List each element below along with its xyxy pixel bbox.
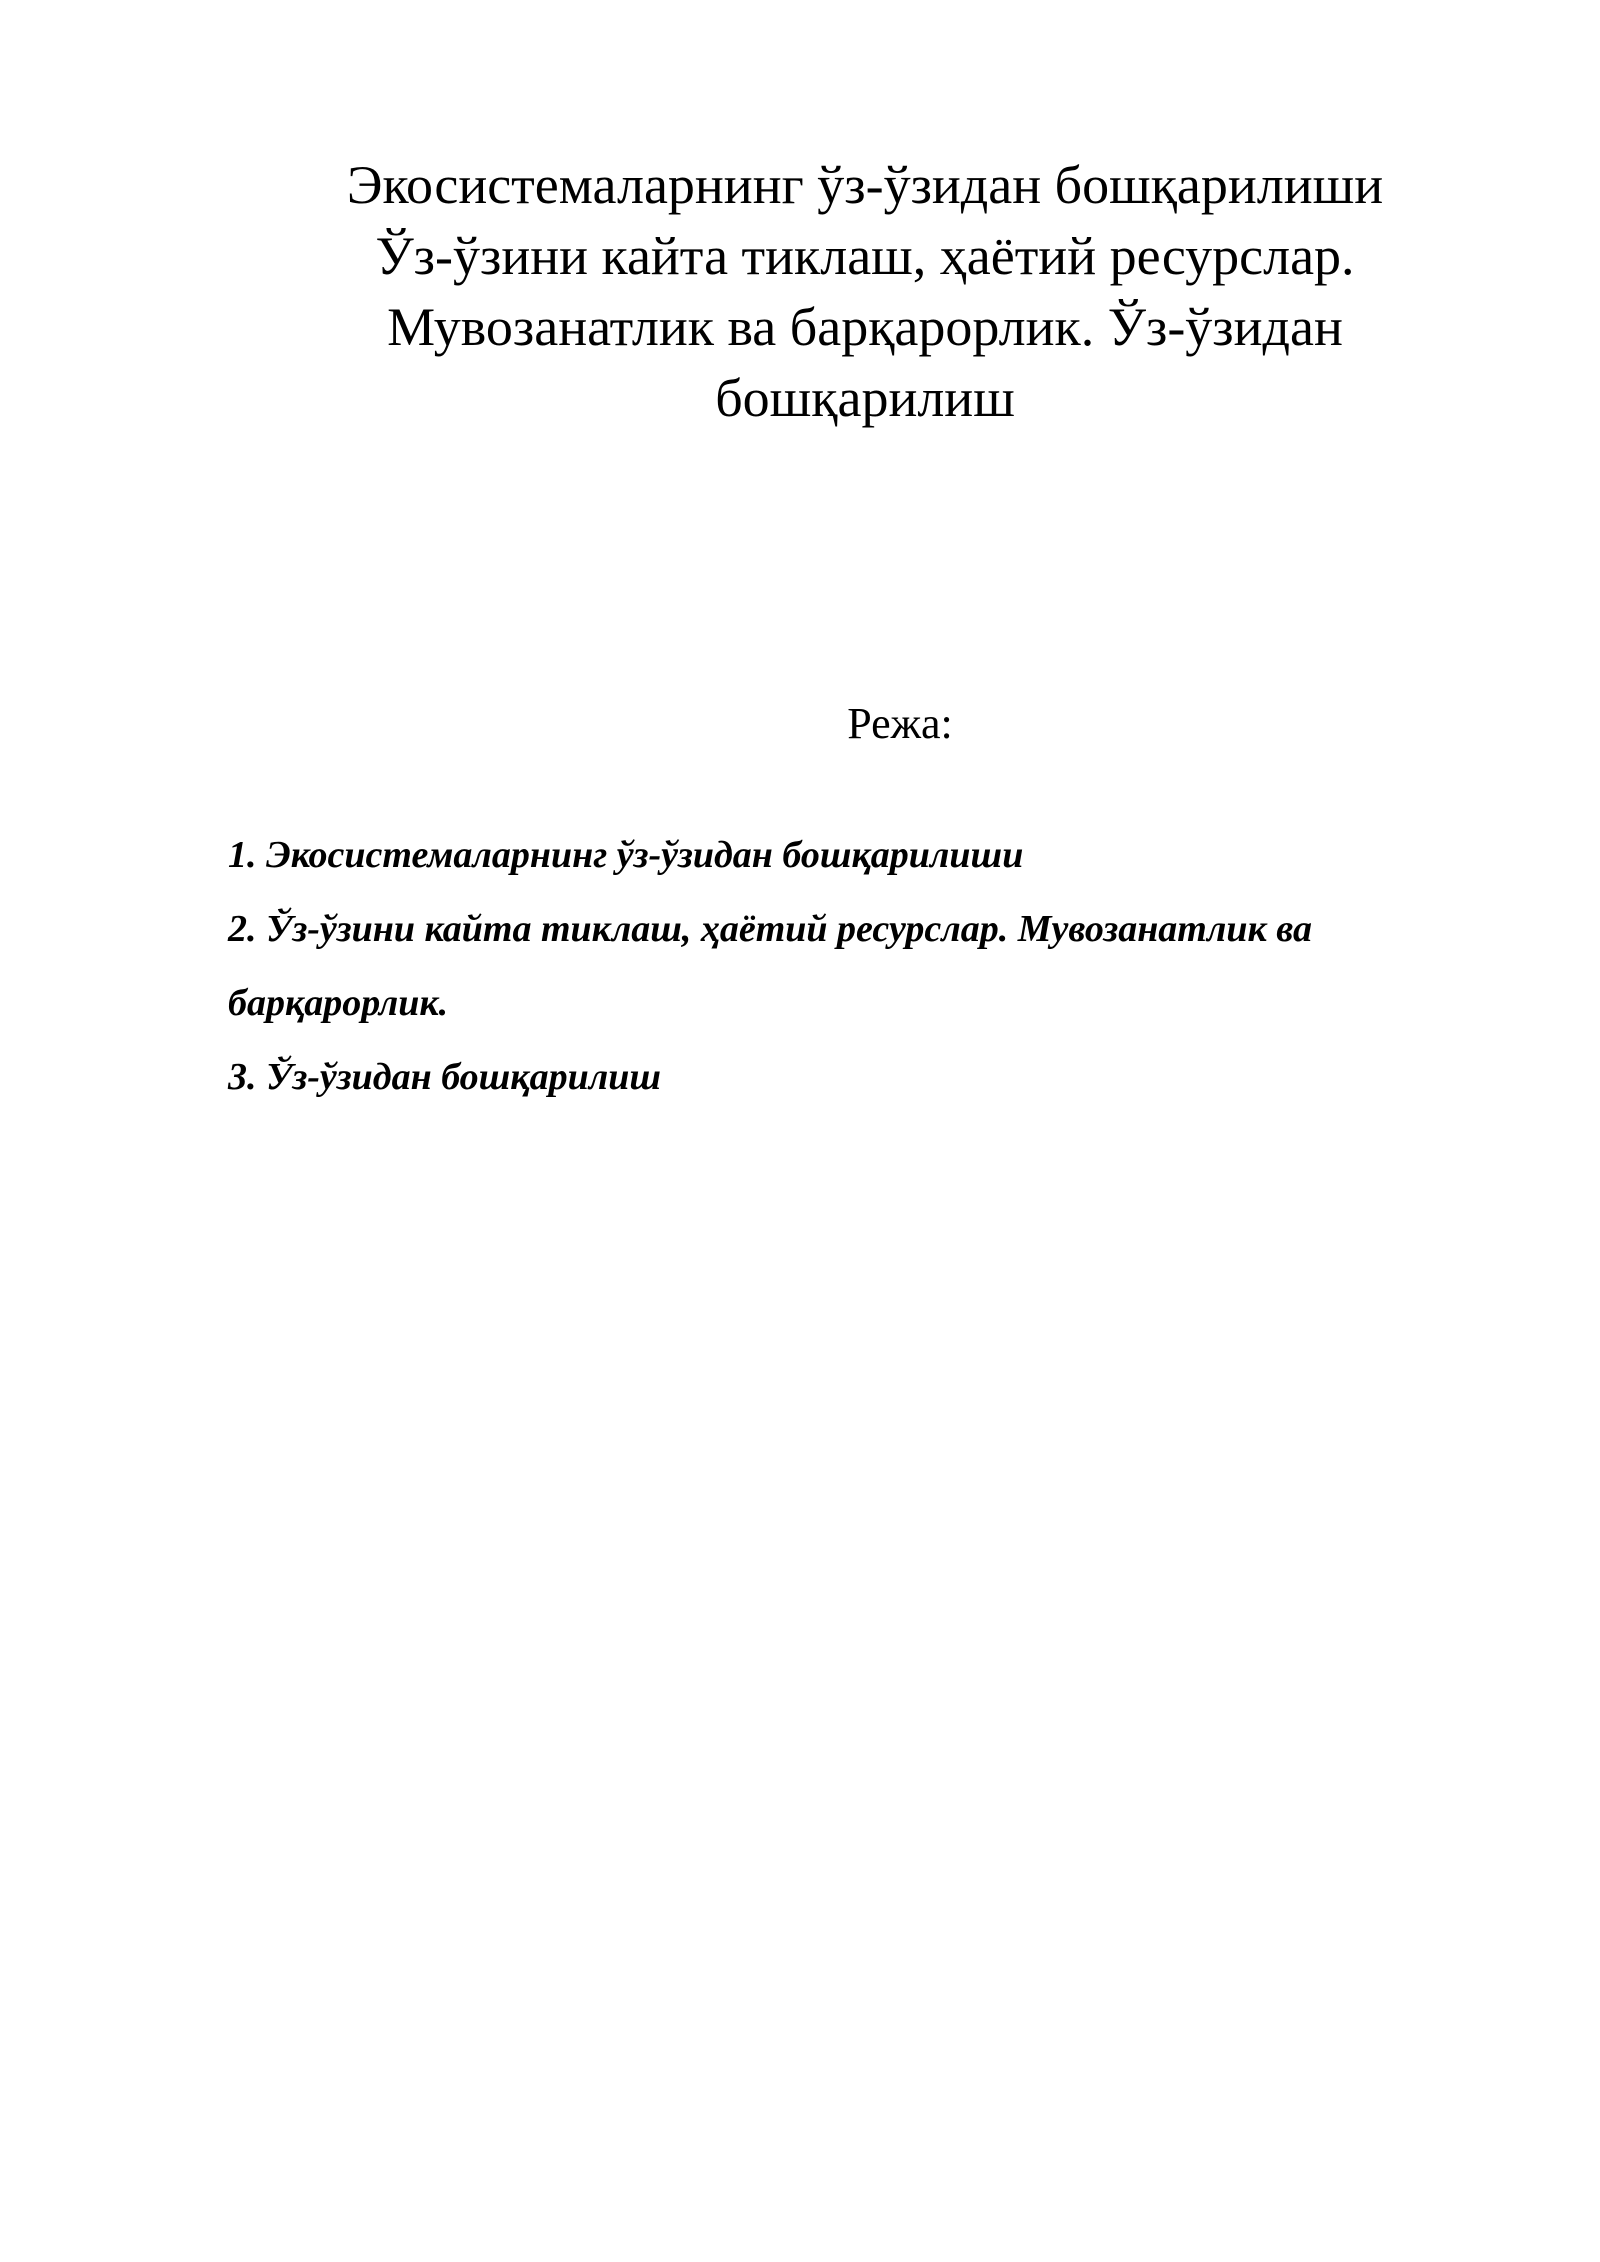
plan-item-3 (228, 1040, 1528, 1114)
plan-item-text: 1. Экосистемаларнинг ўз-ўзидан бошқарилиши (228, 834, 1024, 876)
plan-item-text: 2. Ўз-ўзини кайта тиклаш, ҳаётий ресурслар. Мувозанатлик ва (228, 908, 1312, 950)
title-line: Ўз-ўзини кайта тиклаш, ҳаётий ресурслар. (375, 226, 1355, 286)
plan-item-text-continuation: барқарорлик. (228, 982, 449, 1024)
document-title (230, 150, 1500, 434)
plan-item-1 (228, 818, 1528, 892)
plan-list (228, 818, 1528, 1114)
plan-item-text: 3. Ўз-ўзидан бошқарилиш (228, 1056, 661, 1098)
plan-heading: Режа: (847, 699, 953, 748)
title-line: бошқарилиш (715, 368, 1015, 428)
title-line: Экосистемаларнинг ўз-ўзидан бошқарилиши (346, 155, 1384, 215)
plan-item-2 (228, 892, 1528, 1040)
title-line: Мувозанатлик ва барқарорлик. Ўз-ўзидан (387, 297, 1343, 357)
